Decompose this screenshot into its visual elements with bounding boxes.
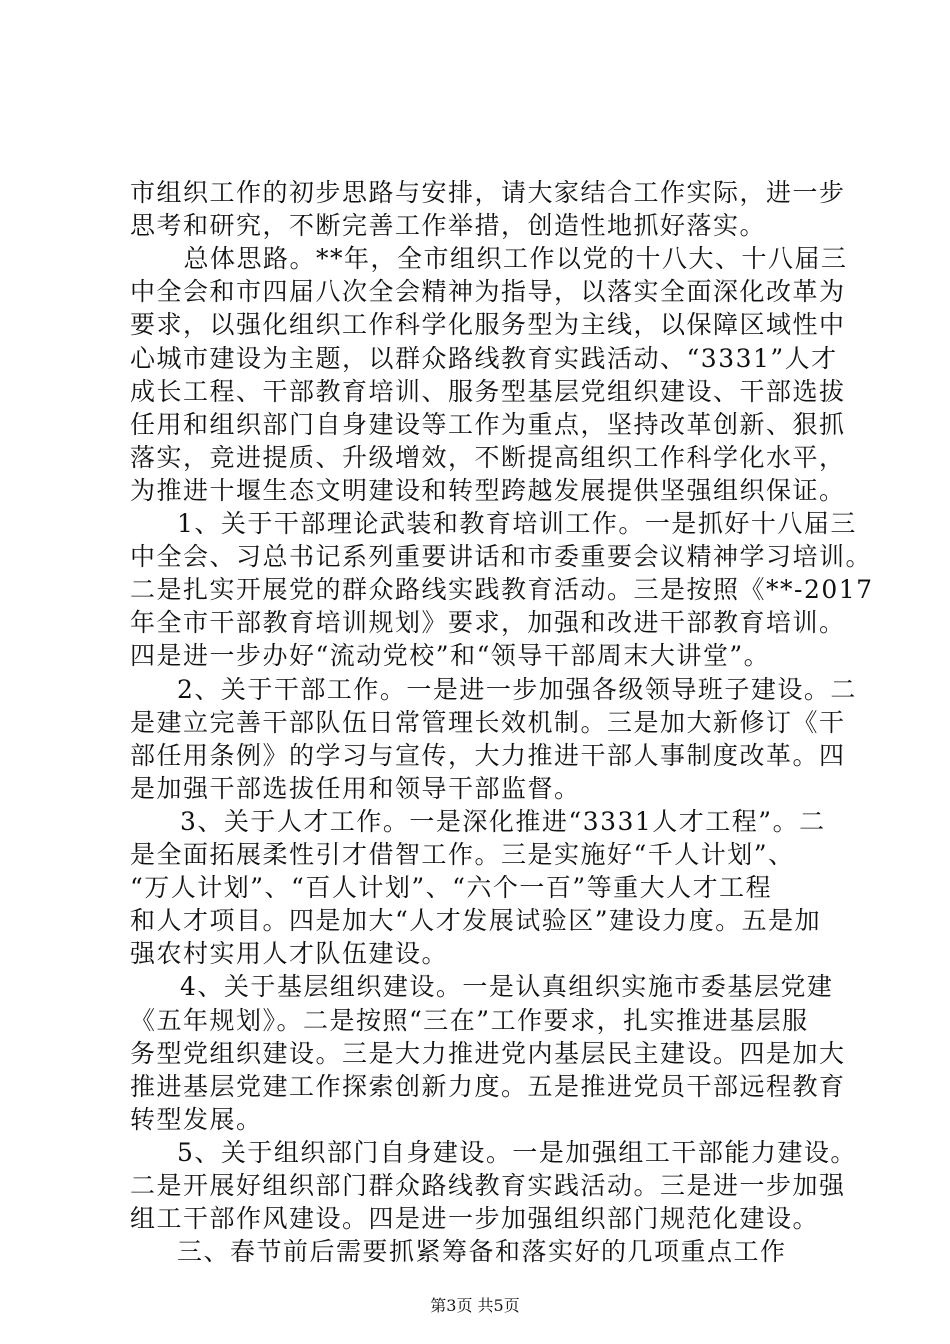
body-text-line: 市组织工作的初步思路与安排，请大家结合工作实际，进一步	[130, 178, 846, 207]
body-text-line: 成长工程、干部教育培训、服务型基层党组织建设、干部选拔	[130, 376, 846, 406]
body-text-line: 任用和组织部门自身建设等工作为重点，坚持改革创新、狠抓	[130, 409, 846, 439]
body-text-line: 组工干部作风建设。四是进一步加强组织部门规范化建设。	[130, 1204, 820, 1234]
body-text-line: 务型党组织建设。三是大力推进党内基层民主建设。四是加大	[130, 1038, 846, 1068]
body-text-line: 二是开展好组织部门群众路线教育实践活动。三是进一步加强	[130, 1171, 846, 1200]
body-text-line: 二是扎实开展党的群众路线实践教育活动。三是按照《**-2017	[130, 575, 874, 605]
body-text-line: 是加强干部选拔任用和领导干部监督。	[130, 773, 581, 803]
page-footer: 第3页 共5页	[430, 1296, 520, 1315]
body-text-line: 强农村实用人才队伍建设。	[130, 939, 449, 969]
body-text-line: 落实，竞进提质、升级增效，不断提高组织工作科学化水平，	[130, 442, 846, 472]
paragraph-overall-approach: 总体思路。**年，全市组织工作以党的十八大、十八届三	[157, 244, 848, 274]
item-2-heading: 2、关于干部工作。一是进一步加强各级领导班子建设。二	[177, 674, 857, 704]
body-text-line: 和人才项目。四是加大“人才发展试验区”建设力度。五是加	[130, 906, 822, 936]
section-three-heading: 三、春节前后需要抓紧筹备和落实好的几项重点工作	[177, 1237, 787, 1267]
body-text-line: 中全会和市四届八次全会精神为指导，以落实全面深化改革为	[130, 277, 846, 307]
item-1-heading: 1、关于干部理论武装和教育培训工作。一是抓好十八届三	[177, 509, 857, 538]
body-text-line: 转型发展。	[130, 1104, 263, 1134]
body-text-line: 四是进一步办好“流动党校”和“领导干部周末大讲堂”。	[130, 641, 771, 671]
body-text-line: 思考和研究，不断完善工作举措，创造性地抓好落实。	[130, 211, 767, 241]
body-text-line: 是全面拓展柔性引才借智工作。三是实施好“千人计划”、	[130, 840, 795, 869]
body-text-line: 推进基层党建工作探索创新力度。五是推进党员干部远程教育	[130, 1071, 846, 1101]
body-text-line: 心城市建设为主题，以群众路线教育实践活动、“3331”人才	[130, 343, 838, 373]
body-text-line: 中全会、习总书记系列重要讲话和市委重要会议精神学习培训。	[130, 542, 873, 572]
item-5-heading: 5、关于组织部门自身建设。一是加强组工干部能力建设。	[177, 1137, 857, 1167]
body-text-line: 部任用条例》的学习与宣传，大力推进干部人事制度改革。四	[130, 740, 846, 770]
body-text-line: 《五年规划》。二是按照“三在”工作要求，扎实推进基层服	[130, 1005, 809, 1035]
body-text-line: 为推进十堰生态文明建设和转型跨越发展提供坚强组织保证。	[130, 475, 846, 505]
item-3-heading: 3、关于人才工作。一是深化推进“3331人才工程”。二	[180, 806, 826, 836]
item-4-heading: 4、关于基层组织建设。一是认真组织实施市委基层党建	[180, 972, 834, 1002]
body-text-line: 要求，以强化组织工作科学化服务型为主线，以保障区域性中	[130, 310, 846, 340]
body-text-line: “万人计划”、“百人计划”、“六个一百”等重大人才工程	[130, 873, 773, 903]
body-text-line: 年全市干部教育培训规划》要求，加强和改进干部教育培训。	[130, 608, 846, 638]
body-text-line: 是建立完善干部队伍日常管理长效机制。三是加大新修订《干	[130, 707, 846, 737]
